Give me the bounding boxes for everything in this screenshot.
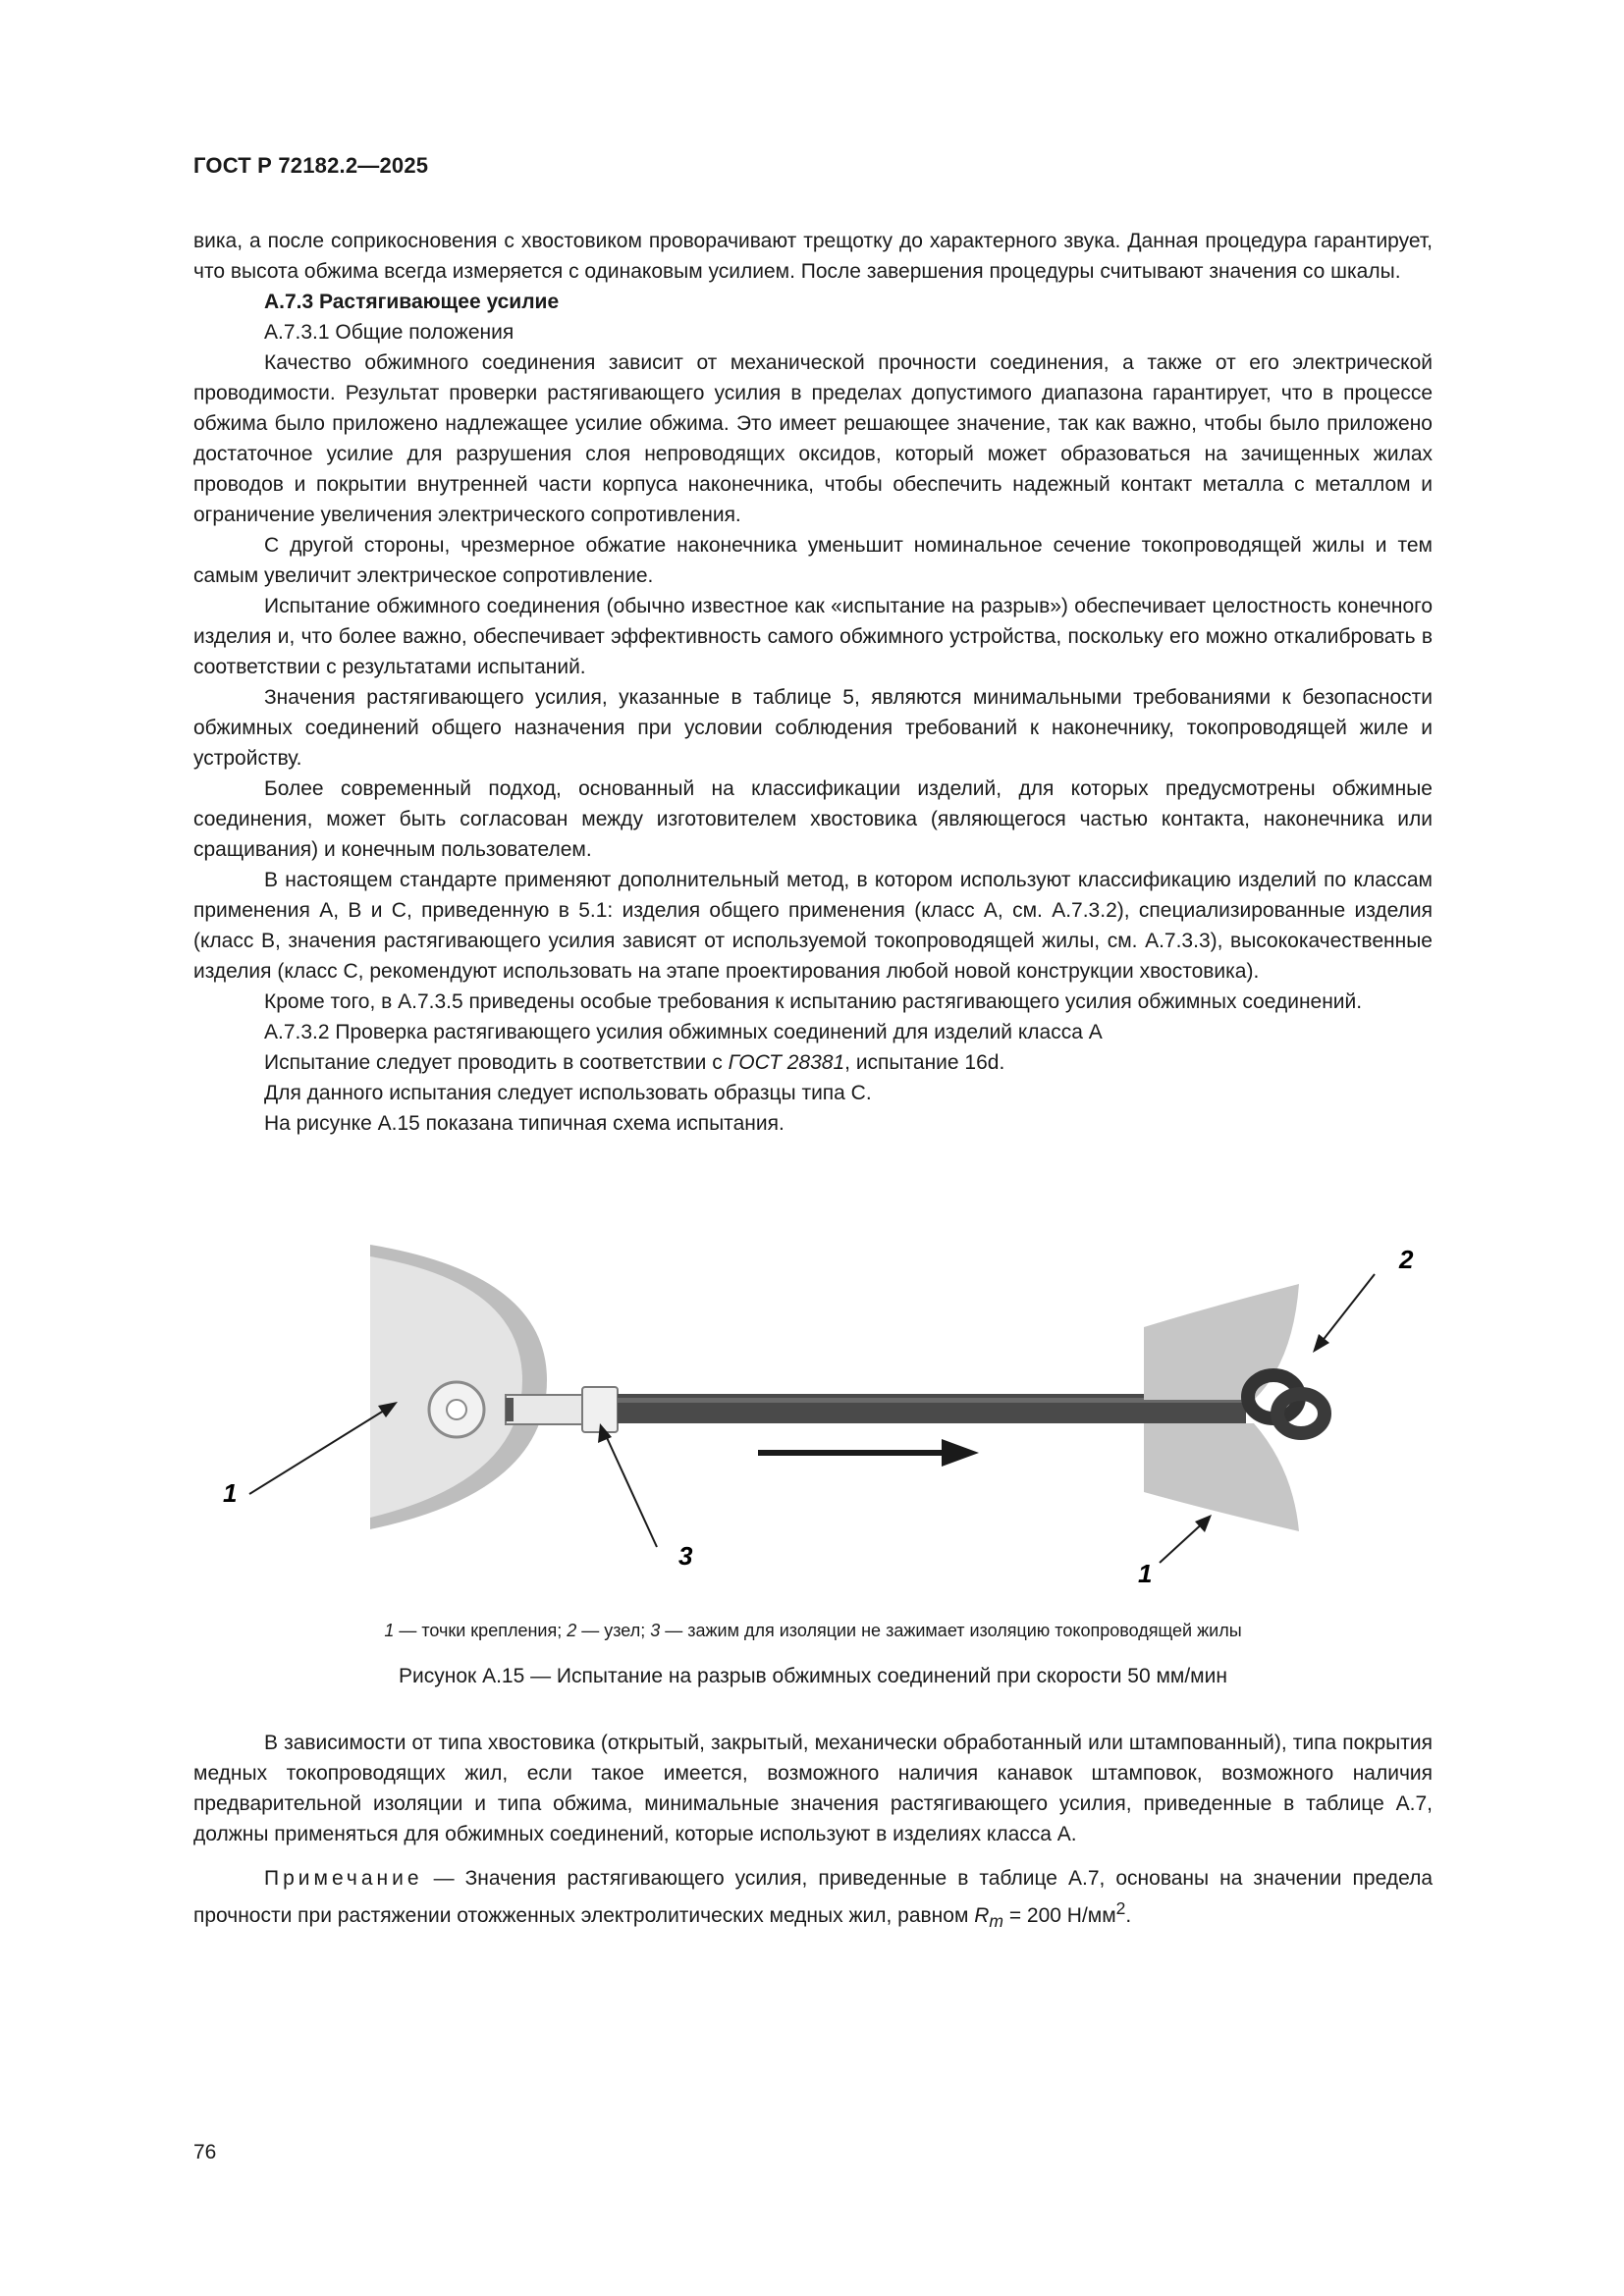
figure-caption: Рисунок А.15 — Испытание на разрыв обжимных соединений при скорости 50 мм/мин	[399, 1665, 1227, 1687]
label-2: 2	[1399, 1245, 1414, 1274]
formula-symbol: R	[974, 1904, 990, 1927]
formula-value: = 200 Н/мм	[1002, 1904, 1116, 1927]
right-grip-upper	[1144, 1284, 1299, 1400]
standard-reference-link: ГОСТ 28381	[728, 1051, 845, 1074]
legend-number: 2	[567, 1621, 577, 1640]
body-text	[193, 226, 1433, 1139]
paragraph: Более современный подход, основанный на классификации изделий, для которых предусмотрены обжимные соединения, может быть согласован между изготовителем хвостовика (являющегося частью контакта, наконечника или сращивания) и конечным пользователем.	[193, 777, 1433, 861]
document-header: ГОСТ Р 72182.2—2025	[193, 153, 429, 178]
text: Испытание следует проводить в соответствии с	[264, 1051, 729, 1074]
subsection-heading: А.7.3.1 Общие положения	[264, 321, 514, 344]
paragraph: Качество обжимного соединения зависит от механической прочности соединения, а также от его электрической проводимости. Результат проверки растягивающего усилия в пределах допустимого диапазона гарантирует, что в процессе обжима было приложено надлежащее усилие обжима. Это имеет решающее значение, так как важно, чтобы было приложено достаточное усилие для разрушения слоя непроводящих оксидов, который может образоваться на зачищенных жилах проводов и покрытии внутренней части корпуса наконечника, чтобы обеспечить надежный контакт металла с металлом и ограничение увеличения электрического сопротивления.	[193, 351, 1433, 526]
legend-text: — зажим для изоляции не зажимает изоляцию токопроводящей жилы	[660, 1621, 1242, 1640]
formula-subscript: m	[989, 1911, 1003, 1932]
note	[193, 1863, 1433, 1937]
legend-number: 3	[650, 1621, 661, 1640]
formula-superscript: 2	[1115, 1898, 1126, 1918]
barrel-end	[506, 1398, 514, 1421]
paragraph: В настоящем стандарте применяют дополнительный метод, в котором используют классификацию изделий по классам применения А, В и С, приведенную в 5.1: изделия общего применения (класс А, см. А.7.3.2), специализированные изделия (класс В, значения растягивающего усилия зависят от используемой токопроводящей жилы, см. А.7.3.3), высококачественные изделия (класс С, рекомендуют использовать на этапе проектирования любой новой конструкции хвостовика).	[193, 869, 1433, 983]
test-diagram	[193, 1235, 1433, 1618]
pull-arrow-head	[942, 1439, 979, 1467]
ring-terminal-hole	[447, 1400, 466, 1419]
figure-legend	[193, 1621, 1433, 1641]
page-number: 76	[193, 2141, 217, 2163]
legend-number: 1	[384, 1621, 395, 1640]
note-text: — Значения растягивающего усилия, приведенные в таблице А.7, основаны на значении предела прочности при растяжении отожженных электролитических медных жил, равном	[193, 1867, 1433, 1927]
legend-text: — точки крепления;	[394, 1621, 568, 1640]
paragraph: Значения растягивающего усилия, указанные в таблице 5, являются минимальными требованиями к безопасности обжимных соединений общего назначения при условии соблюдения требований к наконечнику, токопроводящей жиле и устройству.	[193, 686, 1433, 770]
leader-arrow-1b	[1195, 1515, 1212, 1532]
section-heading: А.7.3 Растягивающее усилие	[264, 291, 560, 313]
leader-line-2	[1318, 1274, 1375, 1347]
leader-line-3	[604, 1431, 657, 1547]
leader-arrow-2	[1313, 1334, 1329, 1353]
crimp-barrel	[506, 1395, 582, 1424]
label-3: 3	[678, 1541, 693, 1571]
note-end: .	[1125, 1904, 1132, 1927]
figure-a15	[193, 1235, 1433, 1618]
paragraph: На рисунке А.15 показана типичная схема испытания.	[264, 1112, 785, 1135]
subsection-heading: А.7.3.2 Проверка растягивающего усилия обжимных соединений для изделий класса А	[264, 1021, 1103, 1043]
paragraph: вика, а после соприкосновения с хвостовиком проворачивают трещотку до характерного звука. Данная процедура гарантирует, что высота обжима всегда измеряется с одинаковым усилием. После завершения процедуры считывают значения со шкалы.	[193, 230, 1433, 283]
text: , испытание 16d.	[844, 1051, 1005, 1074]
paragraph: В зависимости от типа хвостовика (открытый, закрытый, механически обработанный или штампованный), типа покрытия медных токопроводящих жил, если такое имеется, возможного наличия канавок штамповок, возможного наличия предварительной изоляции и типа обжима, минимальные значения растягивающего усилия, приведенные в таблице А.7, должны применяться для обжимных соединений, которые используют в изделиях класса А.	[193, 1732, 1433, 1845]
paragraph: Испытание обжимного соединения (обычно известное как «испытание на разрыв») обеспечивает целостность конечного изделия и, что более важно, обеспечивает эффективность самого обжимного устройства, поскольку его можно откалибровать в соответствии с результатами испытаний.	[193, 595, 1433, 678]
paragraph: Для данного испытания следует использовать образцы типа С.	[264, 1082, 872, 1104]
label-1-left: 1	[223, 1478, 238, 1508]
legend-text: — узел;	[576, 1621, 651, 1640]
paragraph: С другой стороны, чрезмерное обжатие наконечника уменьшит номинальное сечение токопроводящей жилы и тем самым увеличит электрическое сопротивление.	[193, 534, 1433, 587]
label-1-right: 1	[1138, 1559, 1153, 1588]
body-text-lower	[193, 1728, 1433, 1937]
paragraph: Кроме того, в А.7.3.5 приведены особые требования к испытанию растягивающего усилия обжимных соединений.	[264, 990, 1363, 1013]
right-grip-lower	[1144, 1423, 1299, 1531]
paragraph	[193, 1047, 1433, 1078]
note-label: Примечание	[264, 1867, 423, 1890]
